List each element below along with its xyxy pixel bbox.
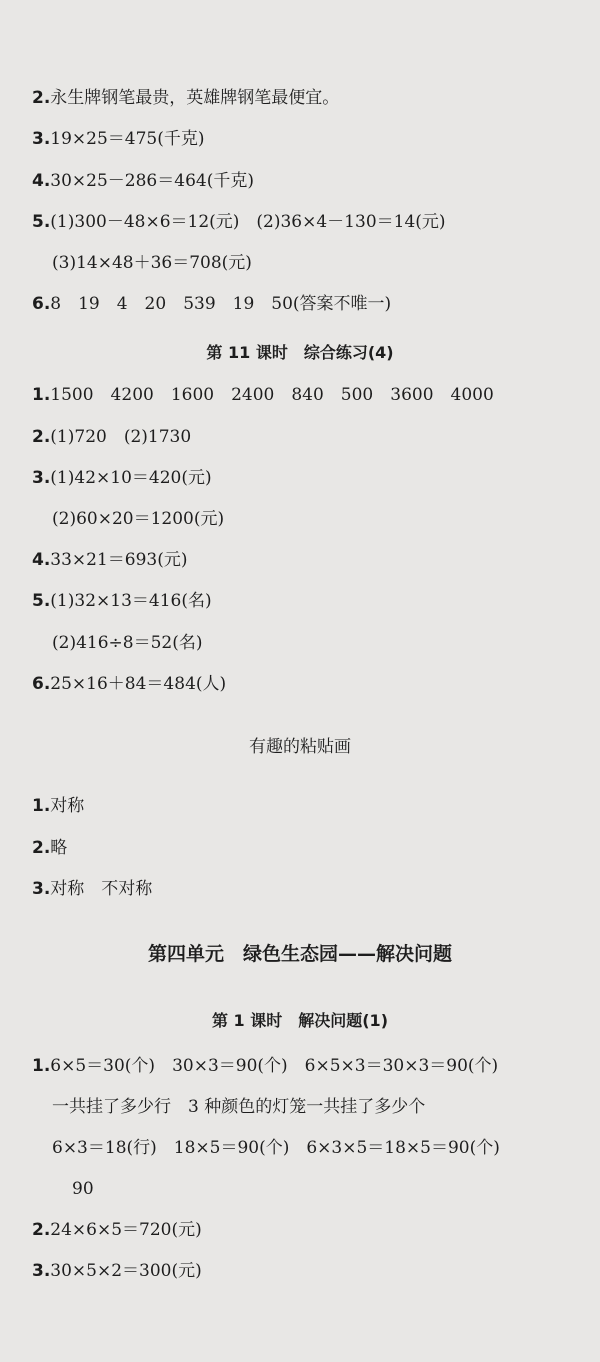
answer-line: 3.19×25＝475(千克) (32, 129, 205, 149)
answer-line: (2)60×20＝1200(元) (52, 509, 225, 529)
answer-line: 1.1500 4200 1600 2400 840 500 3600 4000 (32, 385, 494, 405)
answer-line: 1.对称 (32, 796, 85, 816)
answer-line: (3)14×48＋36＝708(元) (52, 253, 252, 273)
answer-line: 4.33×21＝693(元) (32, 550, 188, 570)
answer-line: 一共挂了多少行 3 种颜色的灯笼一共挂了多少个 (52, 1097, 426, 1117)
answer-line: 2.24×6×5＝720(元) (32, 1220, 202, 1240)
answer-line: 2.(1)720 (2)1730 (32, 427, 192, 447)
answer-line: 6×3＝18(行) 18×5＝90(个) 6×3×5＝18×5＝90(个) (52, 1138, 500, 1158)
unit-title: 第四单元 绿色生态园——解决问题 (147, 943, 452, 965)
answer-line: 1.6×5＝30(个) 30×3＝90(个) 6×5×3＝30×3＝90(个) (32, 1056, 499, 1076)
answer-line: 2.略 (32, 838, 68, 858)
answer-line: 6.25×16＋84＝484(人) (32, 674, 227, 694)
section-title: 第 1 课时 解决问题(1) (211, 1011, 389, 1030)
answer-line: 6.8 19 4 20 539 19 50(答案不唯一) (32, 294, 392, 314)
answer-line: 90 (72, 1179, 94, 1199)
answer-line: (2)416÷8＝52(名) (52, 633, 203, 653)
answer-line: 4.30×25－286＝464(千克) (32, 171, 254, 191)
section-title: 有趣的粘贴画 (249, 737, 351, 757)
section-title: 第 11 课时 综合练习(4) (206, 343, 394, 362)
answer-line: 3.(1)42×10＝420(元) (32, 468, 212, 488)
answer-line: 5.(1)300－48×6＝12(元) (2)36×4－130＝14(元) (32, 212, 446, 232)
answer-line: 2.永生牌钢笔最贵，英雄牌钢笔最便宜。 (32, 88, 340, 108)
answer-line: 5.(1)32×13＝416(名) (32, 591, 212, 611)
answer-line: 3.对称 不对称 (32, 879, 153, 899)
answer-line: 3.30×5×2＝300(元) (32, 1261, 202, 1281)
